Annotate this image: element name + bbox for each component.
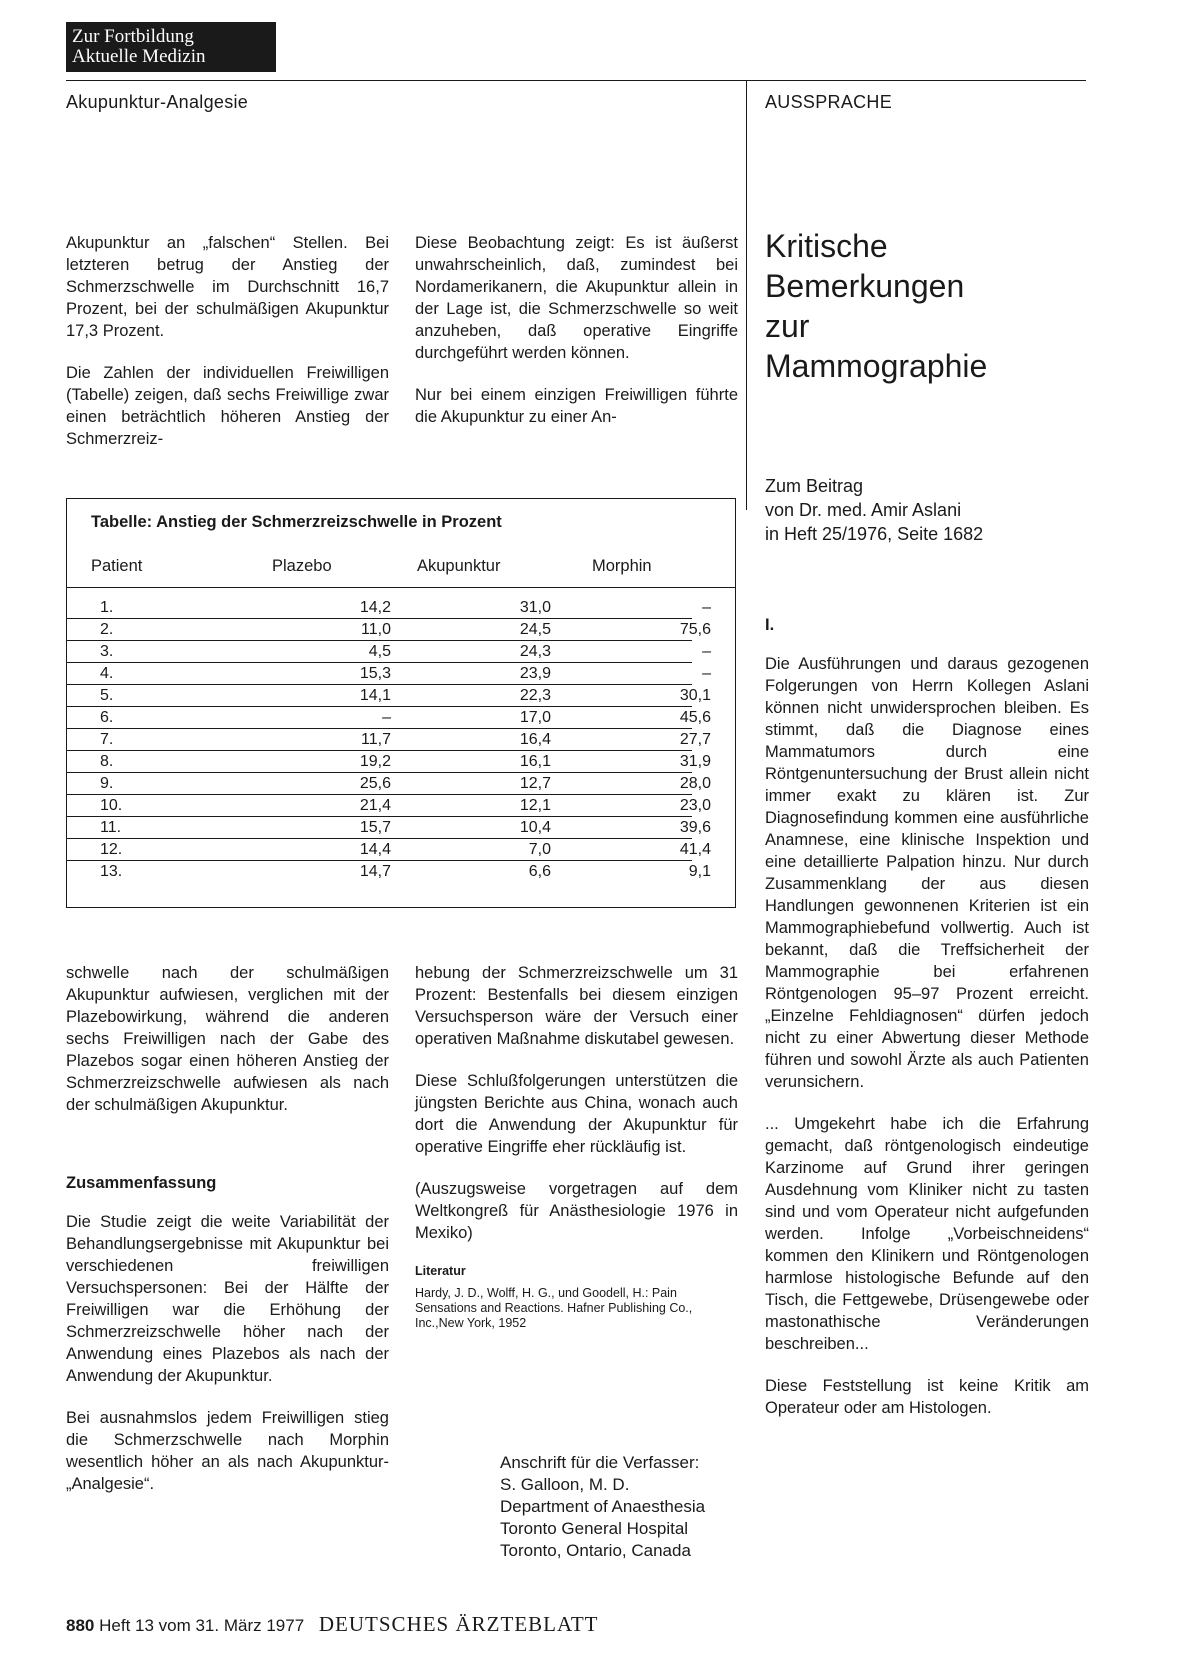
cell-morphin: 75,6 [679,621,711,638]
paragraph: schwelle nach der schulmäßigen Akupunktur aufwiesen, verglichen mit der Plazebowirkung, während die anderen sechs Freiwilligen nach der Gabe des Plazebos sogar einen höheren Anstieg der Schmerzreizschwelle aufwiesen als nach der schulmäßigen Akupunktur. [66,964,389,1114]
section-badge [66,22,276,72]
left-section-title: Akupunktur-Analgesie [66,92,249,112]
cell-akupunktur: 7,0 [528,841,551,858]
summary-heading: Zusammenfassung [66,1174,217,1192]
cell-patient: 7. [100,731,114,748]
cell-akupunktur: 22,3 [519,687,551,704]
cell-plazebo: 14,1 [359,687,391,704]
cell-plazebo: 11,0 [361,621,391,638]
top-rule [66,80,1086,81]
literature-heading: Literatur [415,1264,466,1278]
cell-plazebo: 21,4 [359,797,391,814]
section-number: I. [765,616,775,634]
cell-patient: 11. [100,819,122,836]
paragraph: Bei ausnahmslos jedem Freiwilligen stieg die Schmerzschwelle nach Morphin wesentlich höher an als nach Akupunktur-„Analgesie“. [66,1409,389,1493]
paragraph: Diese Schlußfolgerungen unterstützen die jüngsten Berichte aus China, wonach auch dort die Anwendung der Akupunktur für operative Eingriffe eher rückläufig ist. [415,1072,738,1156]
badge-line-2: Aktuelle Medizin [72,46,206,67]
paragraph: Die Ausführungen und daraus gezogenen Folgerungen von Herrn Kollegen Aslani können nicht unwidersprochen bleiben. Es stimmt, daß die Diagnose eines Mammatumors durch eine Röntgenuntersuchung der Brust allein nicht immer exakt zu klären ist. Zur Diagnosefindung kommen eine ausführliche Anamnese, eine klinische Inspektion und eine detaillierte Palpation hinzu. Nur durch Zusammenklang der aus diesen Handlungen gewonnenen Kriterien ist ein Mammographiebefund vollwertig. Auch ist bekannt, daß die Treffsicherheit der Mammographie bei erfahrenen Röntgenologen 95–97 Prozent erreicht. „Einzelne Fehldiagnosen“ dürfen jedoch nicht zu einer Abwertung dieser Methode führen und sowohl Ärzte als auch Patienten verunsichern. [765,655,1089,1091]
address-line: Department of Anaesthesia [500,1497,706,1516]
cell-patient: 6. [100,709,114,726]
table-row [67,773,711,795]
title-line: Bemerkungen [765,268,965,304]
cell-plazebo: 15,3 [359,665,391,682]
page-number: 880 [66,1616,95,1635]
cell-plazebo: 15,7 [359,819,391,836]
address-line: Toronto General Hospital [500,1519,689,1538]
cell-patient: 2. [100,621,114,638]
article-subtitle [765,474,1089,546]
cell-morphin: 23,0 [679,797,711,814]
paragraph: Diese Feststellung ist keine Kritik am Operateur oder am Histologen. [765,1377,1089,1417]
cell-morphin: 30,1 [679,687,711,704]
badge-line-1: Zur Fortbildung [72,26,194,47]
cell-akupunktur: 24,3 [519,643,551,660]
cell-plazebo: 14,4 [359,841,391,858]
column-divider [746,80,747,510]
cell-morphin: 45,6 [679,709,711,726]
cell-patient: 8. [100,753,114,770]
cell-plazebo: 14,7 [359,863,391,880]
cell-morphin: 9,1 [688,863,711,880]
table-title: Tabelle: Anstieg der Schmerzreizschwelle in Prozent [91,513,502,531]
subtitle-line: Zum Beitrag [765,476,864,496]
article-title [765,226,1089,386]
address-line: S. Galloon, M. D. [500,1475,630,1494]
cell-akupunktur: 31,0 [519,599,551,616]
title-line: zur [765,308,810,344]
table-row [67,795,711,817]
cell-morphin: 28,0 [679,775,711,792]
author-address [500,1452,705,1562]
col1-top-text [66,232,389,470]
table-row [67,619,711,641]
table-row [67,641,711,663]
cell-patient: 9. [100,775,114,792]
table-row [67,817,711,839]
col2-top-text [415,232,738,448]
cell-patient: 4. [100,665,114,682]
cell-patient: 10. [100,797,123,814]
paragraph: Diese Beobachtung zeigt: Es ist äußerst unwahrscheinlich, daß, zumindest bei Nordamerikanern, die Akupunktur allein in der Lage ist, die Schmerzschwelle so weit anzuheben, daß operative Eingriffe durchgeführt werden können. [415,234,738,362]
cell-plazebo: 14,2 [359,599,391,616]
paragraph: Die Studie zeigt die weite Variabilität der Behandlungsergebnisse mit Akupunktur bei verschiedenen freiwilligen Versuchspersonen: Bei der Hälfte der Freiwilligen war die Erhöhung der Schmerzreizschwelle höher nach der Anwendung eines Plazebos als nach der Anwendung der Akupunktur. [66,1213,389,1385]
data-table [66,498,736,908]
table-row [67,839,711,861]
paragraph: hebung der Schmerzreizschwelle um 31 Prozent: Bestenfalls bei diesem einzigen Versuchsperson wäre der Versuch einer operativen Maßnahme diskutabel gewesen. [415,964,738,1048]
right-section-title: AUSSPRACHE [765,92,893,112]
cell-morphin: – [702,665,711,682]
cell-morphin: 27,7 [679,731,711,748]
cell-morphin: – [702,599,711,616]
cell-akupunktur: 16,1 [519,753,551,770]
paragraph: Nur bei einem einzigen Freiwilligen führte die Akupunktur zu einer An- [415,386,738,426]
cell-akupunktur: 23,9 [519,665,551,682]
table-row [67,663,711,685]
table-row [67,685,711,707]
table-header-akupunktur: Akupunktur [417,557,501,575]
cell-akupunktur: 16,4 [519,731,551,748]
table-body [67,597,711,882]
cell-patient: 12. [100,841,123,858]
table-header-rule [67,587,735,588]
cell-morphin: 41,4 [679,841,711,858]
right-article [765,226,1089,1439]
cell-morphin: 31,9 [679,753,711,770]
title-line: Kritische [765,228,888,264]
table-row [67,707,711,729]
subtitle-line: in Heft 25/1976, Seite 1682 [765,524,984,544]
cell-plazebo: 11,7 [361,731,391,748]
cell-akupunktur: 10,4 [519,819,551,836]
cell-plazebo: 19,2 [359,753,391,770]
table-row [67,597,711,619]
cell-morphin: 39,6 [679,819,711,836]
col1-bottom-text [66,962,389,1515]
table-header-plazebo: Plazebo [272,557,332,575]
cell-akupunktur: 6,6 [528,863,551,880]
page-footer [66,1612,598,1637]
table-row [67,861,711,882]
col2-bottom-text [415,962,738,1331]
table-row [67,751,711,773]
cell-patient: 3. [100,643,114,660]
table-row [67,729,711,751]
cell-akupunktur: 17,0 [519,709,551,726]
subtitle-line: von Dr. med. Amir Aslani [765,500,962,520]
cell-plazebo: 25,6 [359,775,391,792]
cell-akupunktur: 24,5 [519,621,551,638]
table-header-morphin: Morphin [592,557,652,575]
cell-patient: 13. [100,863,123,880]
cell-patient: 1. [100,599,114,616]
paragraph: (Auszugsweise vorgetragen auf dem Weltkongreß für Anästhesiologie 1976 in Mexiko) [415,1180,738,1242]
address-line: Anschrift für die Verfasser: [500,1453,700,1472]
cell-akupunktur: 12,7 [519,775,551,792]
address-line: Toronto, Ontario, Canada [500,1541,691,1560]
paragraph: ... Umgekehrt habe ich die Erfahrung gemacht, daß röntgenologisch eindeutige Karzinome auf Grund ihrer geringen Ausdehnung vom Kliniker nicht zu tasten sind und vom Operateur nicht aufgefunden werden. Infolge „Vorbeischneidens“ kommen den Klinikern und Röntgenologen harmlose histologische Befunde auf den Tisch, die Fettgewebe, Drüsengewebe oder mastonathische Veränderungen beschreiben... [765,1115,1089,1353]
table-header-patient: Patient [91,557,143,575]
literature-entry: Hardy, J. D., Wolff, H. G., und Goodell, H.: Pain Sensations and Reactions. Hafner Publishing Co., Inc.,New York, 1952 [415,1286,693,1330]
paragraph: Die Zahlen der individuellen Freiwilligen (Tabelle) zeigen, daß sechs Freiwillige zwar einen beträchtlich höheren Anstieg der Schmerzreiz- [66,364,389,448]
cell-patient: 5. [100,687,114,704]
journal-name: DEUTSCHES ÄRZTEBLATT [318,1612,599,1636]
issue-info: Heft 13 vom 31. März 1977 [99,1616,305,1635]
cell-plazebo: 4,5 [368,643,391,660]
title-line: Mammographie [765,348,988,384]
cell-akupunktur: 12,1 [519,797,551,814]
cell-plazebo: – [382,709,391,726]
paragraph: Akupunktur an „falschen“ Stellen. Bei letzteren betrug der Anstieg der Schmerzschwelle im Durchschnitt 16,7 Prozent, bei der schulmäßigen Akupunktur 17,3 Prozent. [66,234,389,340]
cell-morphin: – [702,643,711,660]
